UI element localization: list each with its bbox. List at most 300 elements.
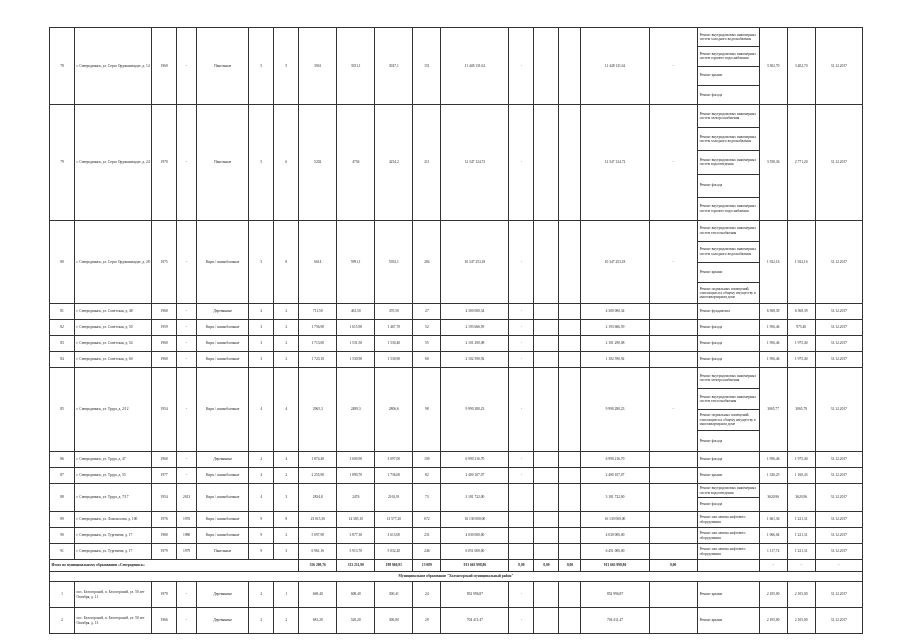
cost-total-cell: 704 411,47 <box>441 608 509 634</box>
living-area-cell: 14 305,10 <box>337 512 375 528</box>
work-type-item: Ремонт внутридомовых инженерных систем теплоснабжения <box>698 221 759 242</box>
budget-subject-cell <box>534 528 559 544</box>
unit-cost-cell: 3 302,70 <box>759 28 787 105</box>
fund-cell <box>509 512 534 528</box>
work-types-cell <box>697 352 759 368</box>
year-built-cell: 1980 <box>152 528 177 544</box>
address-cell: г. Северодвинск, ул. Тургенева, д. 17 <box>75 528 152 544</box>
total-area-cell: 2 255,90 <box>299 468 337 484</box>
residents-cell: 246 <box>413 544 441 560</box>
year-built-cell: 1976 <box>152 512 177 528</box>
row-number: 84 <box>50 352 75 368</box>
max-cost-cell: 1 221,31 <box>787 528 815 544</box>
other-funds-cell <box>649 336 697 352</box>
cost-total-cell: 4 300 000,34 <box>441 304 509 320</box>
entrances-cell: 3 <box>274 544 299 560</box>
work-type-item: Ремонт внутридомовых инженерных систем холодного водоснабжения <box>698 28 759 47</box>
work-type-item: Ремонт фасада <box>698 175 759 198</box>
living-area-cell: 3 877,30 <box>337 528 375 544</box>
owners-funds-cell: 2 400 107,07 <box>581 468 649 484</box>
unit-cost-cell: 3 558,36 <box>759 105 787 221</box>
table-row <box>50 105 863 221</box>
budget-local-cell <box>559 28 581 105</box>
deadline-cell: 31.12.2017 <box>815 544 862 560</box>
budget-local-cell <box>559 105 581 221</box>
row-number: 82 <box>50 320 75 336</box>
unit-cost-cell: 1 661,36 <box>759 512 787 528</box>
year-built-cell: 1977 <box>152 468 177 484</box>
entrances-cell: 2 <box>274 320 299 336</box>
private-area-cell: 470,50 <box>375 304 413 320</box>
budget-subject-cell <box>534 452 559 468</box>
year-overhaul-cell: - <box>177 320 197 336</box>
work-type-item: Ремонт подвальных помещений, относящихся к общему имуществу в многоквартирном доме <box>698 410 759 431</box>
budget-local-cell <box>559 528 581 544</box>
unit-cost-cell: 6 568,39 <box>759 304 787 320</box>
total-subject-budget: 0,00 <box>534 560 559 572</box>
work-type-item: Ремонт фасада <box>699 457 723 462</box>
work-type-item: Ремонт фасада <box>699 341 723 346</box>
budget-subject-cell <box>534 304 559 320</box>
other-funds-cell <box>649 484 697 512</box>
table-row <box>50 336 863 352</box>
address-cell: г. Северодвинск, ул. Советская, д. 50 <box>75 320 152 336</box>
budget-subject-cell <box>534 352 559 368</box>
entrances-cell: 2 <box>274 608 299 634</box>
deadline-cell: 31.12.2017 <box>815 221 862 304</box>
year-overhaul-cell: - <box>177 304 197 320</box>
work-type-item: Ремонт крыши <box>698 263 759 284</box>
year-overhaul-cell: - <box>177 352 197 368</box>
cost-total-cell: 12 347 124,72 <box>441 105 509 221</box>
budget-subject-cell <box>534 28 559 105</box>
work-type-item: Ремонт или замена лифтового оборудования <box>699 515 746 524</box>
owners-funds-cell: 12 347 124,72 <box>581 105 649 221</box>
residents-cell: 672 <box>413 512 441 528</box>
other-funds-cell <box>649 452 697 468</box>
living-area-cell: 4736 <box>337 105 375 221</box>
living-area-cell: 1 890,70 <box>337 468 375 484</box>
private-area-cell: 2806,6 <box>375 368 413 452</box>
other-funds-cell <box>649 544 697 560</box>
deadline-cell: 31.12.2017 <box>815 484 862 512</box>
budget-local-cell <box>559 352 581 368</box>
total-row <box>50 560 863 572</box>
entrances-cell: 4 <box>274 452 299 468</box>
max-cost-cell: 6 568,39 <box>787 304 815 320</box>
total-area-cell: 1 713,00 <box>299 336 337 352</box>
budget-subject-cell <box>534 336 559 352</box>
budget-subject-cell <box>534 608 559 634</box>
budget-subject-cell <box>534 368 559 452</box>
year-built-cell: 1960 <box>152 352 177 368</box>
table-row <box>50 582 863 608</box>
max-cost-cell: 1 922,16 <box>787 221 815 304</box>
total-owners: 913 663 998,86 <box>581 560 649 572</box>
year-built-cell: 1969 <box>152 28 177 105</box>
other-funds-cell <box>649 304 697 320</box>
max-cost-cell: 1 975,40 <box>787 452 815 468</box>
wall-material-cell: Деревянные <box>197 608 249 634</box>
max-cost-cell: 3065,79 <box>787 368 815 452</box>
living-area-cell: 2489,3 <box>337 368 375 452</box>
private-area-cell: 5 032,20 <box>375 544 413 560</box>
owners-funds-cell: 6 451 000,00 <box>581 544 649 560</box>
row-number: 2 <box>50 608 75 634</box>
floors-cell: 5 <box>249 105 274 221</box>
total-area-cell: 5 097,90 <box>299 528 337 544</box>
year-overhaul-cell: 1979 <box>177 544 197 560</box>
table-row <box>50 221 863 304</box>
unit-cost-cell: 3065,77 <box>759 368 787 452</box>
fund-cell <box>509 544 534 560</box>
work-type-item: Ремонт внутридомовых инженерных систем горячего водоснабжения <box>699 204 757 213</box>
budget-subject-cell <box>534 582 559 608</box>
wall-material-cell: Кирп./ шлакоблочные <box>197 484 249 512</box>
year-built-cell: 1979 <box>152 544 177 560</box>
unit-cost-cell: 1 066,04 <box>759 528 787 544</box>
entrances-cell: 3 <box>274 484 299 512</box>
row-number: 91 <box>50 544 75 560</box>
residents-cell: 24 <box>413 582 441 608</box>
deadline-cell: 31.12.2017 <box>815 352 862 368</box>
living-area-cell: 1 615,90 <box>337 320 375 336</box>
work-types-cell <box>697 512 759 528</box>
address-cell: г. Северодвинск, ул. Труда, д. 7/17 <box>75 484 152 512</box>
private-area-cell: 300,00 <box>375 608 413 634</box>
deadline-cell: 31.12.2017 <box>815 512 862 528</box>
floors-cell: 5 <box>249 28 274 105</box>
work-types-cell <box>697 484 759 512</box>
max-cost-cell: 1 975,40 <box>787 352 815 368</box>
wall-material-cell: Кирп./ шлакоблочные <box>197 528 249 544</box>
deadline-cell: 31.12.2017 <box>815 468 862 484</box>
budget-local-cell <box>559 452 581 468</box>
budget-subject-cell <box>534 105 559 221</box>
private-area-cell: 1 736,00 <box>375 468 413 484</box>
table-row <box>50 468 863 484</box>
wall-material-cell: Кирп./ шлакоблочные <box>197 336 249 352</box>
work-type-item: Ремонт фасада <box>699 325 723 330</box>
cost-total-cell: 9 990 280,23 <box>441 368 509 452</box>
owners-funds-cell: 852 996,87 <box>581 582 649 608</box>
table-row <box>50 304 863 320</box>
living-area-cell: 3351,1 <box>337 28 375 105</box>
year-built-cell: 1954 <box>152 484 177 512</box>
owners-funds-cell: 6 990 216,70 <box>581 452 649 468</box>
other-funds-cell: - <box>649 368 697 452</box>
row-number: 90 <box>50 528 75 544</box>
year-built-cell: 1970 <box>152 105 177 221</box>
budget-subject-cell <box>534 468 559 484</box>
entrances-cell: 4 <box>274 368 299 452</box>
deadline-cell: 31.12.2017 <box>815 608 862 634</box>
work-types-cell <box>697 368 759 452</box>
row-number: 87 <box>50 468 75 484</box>
year-overhaul-cell: - <box>177 336 197 352</box>
other-funds-cell <box>649 582 697 608</box>
total-cost: 913 663 998,86 <box>441 560 509 572</box>
deadline-cell: 31.12.2017 <box>815 105 862 221</box>
work-type-item: Ремонт фасада <box>699 502 723 507</box>
fund-cell: - <box>509 452 534 468</box>
floors-cell: 4 <box>249 484 274 512</box>
year-built-cell: 1968 <box>152 304 177 320</box>
deadline-cell: 31.12.2017 <box>815 304 862 320</box>
deadline-cell: 31.12.2017 <box>815 528 862 544</box>
table-row <box>50 544 863 560</box>
owners-funds-cell: 2 101 290,08 <box>581 336 649 352</box>
owners-funds-cell: 4 030 000,00 <box>581 528 649 544</box>
unit-cost-cell: 2 105,00 <box>759 608 787 634</box>
work-types-cell <box>697 582 759 608</box>
total-deadline: - <box>815 560 862 572</box>
total-area-cell: 669,40 <box>299 582 337 608</box>
work-types-cell <box>697 452 759 468</box>
max-cost-cell: 1 975,40 <box>787 336 815 352</box>
max-cost-cell: 2 105,00 <box>787 608 815 634</box>
total-area-cell: 6614 <box>299 221 337 304</box>
floors-cell: 5 <box>249 221 274 304</box>
year-overhaul-cell: - <box>177 608 197 634</box>
total-unit-cost: - <box>759 560 787 572</box>
floors-cell: 9 <box>249 528 274 544</box>
owners-funds-cell: 2 193 666,59 <box>581 320 649 336</box>
address-cell: г. Северодвинск, ул. Серго Орджоникидзе, д. 24 <box>75 105 152 221</box>
entrances-cell: 5 <box>274 28 299 105</box>
work-type-item: Ремонт или замена лифтового оборудования <box>699 531 746 540</box>
work-type-item: Ремонт фасада <box>699 357 723 362</box>
max-cost-cell: 1 160,43 <box>787 468 815 484</box>
floors-cell: 9 <box>249 544 274 560</box>
private-area-cell: 4254,2 <box>375 105 413 221</box>
work-types-cell <box>697 221 759 304</box>
other-funds-cell: - <box>649 221 697 304</box>
fund-cell: - <box>509 352 534 368</box>
deadline-cell: 31.12.2017 <box>815 582 862 608</box>
work-type-item: Ремонт фасада <box>699 92 723 97</box>
work-type-item: Ремонт крыши <box>699 473 723 478</box>
address-cell: г. Северодвинск, ул. Тургенева, д. 17 <box>75 544 152 560</box>
work-type-item: Ремонт фасада <box>699 438 723 443</box>
residents-cell: 52 <box>413 320 441 336</box>
work-type-item: Ремонт внутридомовых инженерных систем электроснабжения <box>698 105 759 128</box>
row-number: 85 <box>50 368 75 452</box>
row-number: 89 <box>50 512 75 528</box>
wall-material-cell: Панельные <box>197 105 249 221</box>
wall-material-cell: Панельные <box>197 544 249 560</box>
private-area-cell: 2163,91 <box>375 484 413 512</box>
work-type-item: Ремонт внутридомовых инженерных систем холодного водоснабжения <box>698 242 759 263</box>
floors-cell: 3 <box>249 320 274 336</box>
private-area-cell: 5392,1 <box>375 221 413 304</box>
address-cell: г. Северодвинск, ул. Советская, д. 60 <box>75 352 152 368</box>
other-funds-cell <box>649 352 697 368</box>
living-area-cell: 5991,1 <box>337 221 375 304</box>
floors-cell: 2 <box>249 582 274 608</box>
living-area-cell: 461,50 <box>337 304 375 320</box>
budget-local-cell <box>559 582 581 608</box>
deadline-cell: 31.12.2017 <box>815 320 862 336</box>
table-row <box>50 528 863 544</box>
year-overhaul-cell: - <box>177 582 197 608</box>
unit-cost-cell: 1 117,74 <box>759 544 787 560</box>
total-other: 0,00 <box>649 560 697 572</box>
row-number: 79 <box>50 105 75 221</box>
budget-local-cell <box>559 608 581 634</box>
residents-cell: 151 <box>413 28 441 105</box>
cost-total-cell: 2 193 666,59 <box>441 320 509 336</box>
work-type-item: Ремонт внутридомовых инженерных систем холодного водоснабжения <box>698 128 759 151</box>
address-cell: г. Северодвинск, ул. Труда, д. 55 <box>75 468 152 484</box>
unit-cost-cell: 3620,96 <box>759 484 787 512</box>
cost-total-cell: 2 400 107,07 <box>441 468 509 484</box>
residents-cell: 73 <box>413 484 441 512</box>
floors-cell: 2 <box>249 304 274 320</box>
entrances-cell: 2 <box>274 468 299 484</box>
table-row <box>50 28 863 105</box>
residents-cell: 29 <box>413 608 441 634</box>
work-types-cell <box>697 468 759 484</box>
living-area-cell: 1 530,90 <box>337 352 375 368</box>
cost-total-cell: 4 030 000,00 <box>441 528 509 544</box>
private-area-cell: 1 467,70 <box>375 320 413 336</box>
unit-cost-cell: 1 956,46 <box>759 336 787 352</box>
cost-total-cell: 3 181 722,00 <box>441 484 509 512</box>
max-cost-cell: 2 771,20 <box>787 105 815 221</box>
other-funds-cell: - <box>649 28 697 105</box>
wall-material-cell: Кирп./ шлакоблочные <box>197 352 249 368</box>
max-cost-cell: 1 221,31 <box>787 544 815 560</box>
address-cell: г. Северодвинск, ул. Серго Орджоникидзе, д. 28 <box>75 221 152 304</box>
fund-cell: - <box>509 304 534 320</box>
entrances-cell: 2 <box>274 304 299 320</box>
work-type-item: Ремонт внутридомовых инженерных систем теплоснабжения <box>698 389 759 410</box>
total-private-area: 198 960,91 <box>375 560 413 572</box>
wall-material-cell: Кирп./ шлакоблочные <box>197 512 249 528</box>
row-number: 78 <box>50 28 75 105</box>
private-area-cell: 3 097,00 <box>375 452 413 468</box>
total-area-cell: 2834,8 <box>299 484 337 512</box>
budget-subject-cell <box>534 320 559 336</box>
cost-total-cell: 2 102 590,92 <box>441 352 509 368</box>
other-funds-cell <box>649 528 697 544</box>
other-funds-cell <box>649 512 697 528</box>
fund-cell: - <box>509 368 534 452</box>
year-built-cell: 1959 <box>152 320 177 336</box>
total-residents: 13 089 <box>413 560 441 572</box>
budget-local-cell <box>559 336 581 352</box>
year-built-cell: 1966 <box>152 608 177 634</box>
cost-total-cell: 6 990 216,70 <box>441 452 509 468</box>
address-cell: г. Северодвинск, ул. Советская, д. 54 <box>75 336 152 352</box>
fund-cell: - <box>509 221 534 304</box>
capital-repair-table <box>49 27 863 634</box>
wall-material-cell: Кирп./ шлакоблочные <box>197 221 249 304</box>
wall-material-cell: Деревянные <box>197 452 249 468</box>
owners-funds-cell: 10 347 253,18 <box>581 221 649 304</box>
budget-local-cell <box>559 484 581 512</box>
total-area-cell: 5202 <box>299 105 337 221</box>
budget-subject-cell <box>534 512 559 528</box>
table-row <box>50 608 863 634</box>
year-built-cell: 1979 <box>152 582 177 608</box>
floors-cell: 9 <box>249 512 274 528</box>
work-types-cell <box>697 528 759 544</box>
deadline-cell: 31.12.2017 <box>815 28 862 105</box>
residents-cell: 284 <box>413 221 441 304</box>
year-overhaul-cell: - <box>177 28 197 105</box>
budget-local-cell <box>559 468 581 484</box>
address-cell: г. Северодвинск, ул. Труда, д. 47 <box>75 452 152 468</box>
unit-cost-cell: 1 956,46 <box>759 452 787 468</box>
other-funds-cell <box>649 468 697 484</box>
residents-cell: 231 <box>413 528 441 544</box>
budget-subject-cell <box>534 544 559 560</box>
work-type-item: Ремонт или замена лифтового оборудования <box>699 547 746 556</box>
address-cell: г. Северодвинск, ул. Ломоносова, д. 100 <box>75 512 152 528</box>
floors-cell: 3 <box>249 352 274 368</box>
row-number: 81 <box>50 304 75 320</box>
owners-funds-cell: 3 181 722,00 <box>581 484 649 512</box>
year-overhaul-cell: - <box>177 368 197 452</box>
work-types-cell <box>697 336 759 352</box>
living-area-cell: 608,40 <box>337 582 375 608</box>
work-type-item: Ремонт внутридомовых инженерных систем водоотведения <box>698 151 759 174</box>
address-cell: г. Северодвинск, ул. Серго Орджоникидзе, д. 14 <box>75 28 152 105</box>
work-types-cell <box>697 105 759 221</box>
row-number: 83 <box>50 336 75 352</box>
fund-cell: - <box>509 608 534 634</box>
other-funds-cell: - <box>649 105 697 221</box>
cost-total-cell: 2 101 290,08 <box>441 336 509 352</box>
fund-cell <box>509 528 534 544</box>
entrances-cell: 2 <box>274 352 299 368</box>
year-overhaul-cell: - <box>177 105 197 221</box>
work-type-item: Ремонт подвальных помещений, относящихся к общему имуществу в многоквартирном доме <box>699 286 756 300</box>
total-fund: 0,00 <box>509 560 534 572</box>
total-area-cell: 1 756,90 <box>299 320 337 336</box>
floors-cell: 4 <box>249 468 274 484</box>
year-overhaul-cell: - <box>177 452 197 468</box>
living-area-cell: 520,20 <box>337 608 375 634</box>
address-cell: г. Северодвинск, ул. Советская, д. 48 <box>75 304 152 320</box>
max-cost-cell: 975,40 <box>787 320 815 336</box>
section-row <box>50 572 863 582</box>
total-area-cell: 711,50 <box>299 304 337 320</box>
budget-local-cell <box>559 544 581 560</box>
wall-material-cell: Кирп./ шлакоблочные <box>197 320 249 336</box>
total-area-cell: 1 723,10 <box>299 352 337 368</box>
address-cell: пос. Белогорский, п. Белогорский, ул. 50 лет Октября, д. 13 <box>75 608 152 634</box>
unit-cost-cell: 1 956,46 <box>759 320 787 336</box>
year-overhaul-cell: - <box>177 468 197 484</box>
table-row <box>50 512 863 528</box>
entrances-cell: 8 <box>274 512 299 528</box>
total-area-cell: 1 874,40 <box>299 452 337 468</box>
year-built-cell: 1954 <box>152 368 177 452</box>
year-overhaul-cell: 2013 <box>177 484 197 512</box>
wall-material-cell: Панельные <box>197 28 249 105</box>
owners-funds-cell: 9 990 280,23 <box>581 368 649 452</box>
budget-local-cell <box>559 512 581 528</box>
row-number: 1 <box>50 582 75 608</box>
year-overhaul-cell: 1976 <box>177 512 197 528</box>
deadline-cell: 31.12.2017 <box>815 336 862 352</box>
unit-cost-cell: 2 105,00 <box>759 582 787 608</box>
entrances-cell: 8 <box>274 221 299 304</box>
wall-material-cell: Кирп./ шлакоблочные <box>197 368 249 452</box>
